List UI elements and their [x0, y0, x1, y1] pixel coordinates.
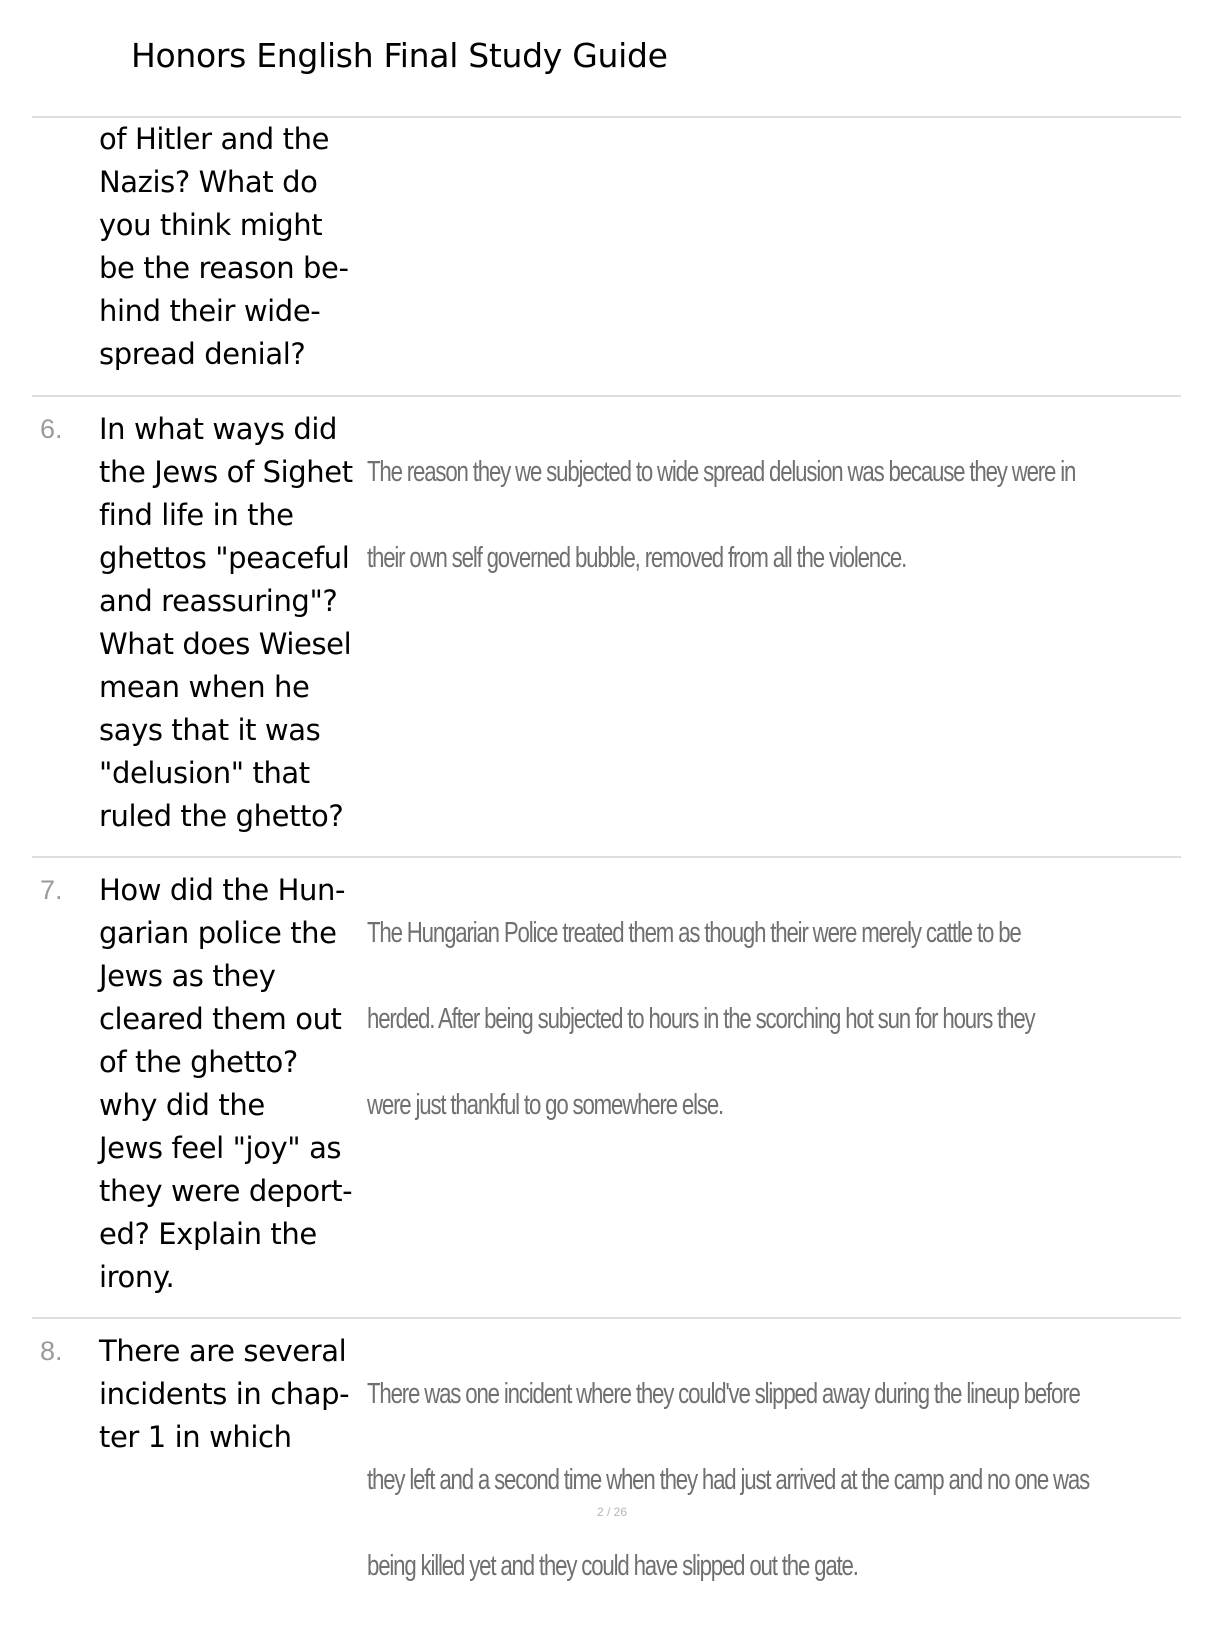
question-line: ter 1 in which	[99, 1420, 292, 1454]
question-number: 6.	[40, 414, 63, 444]
answer-line: being killed yet and they could have slipped out the gate.	[367, 1550, 858, 1582]
question-text	[99, 869, 371, 1299]
question-text	[99, 1330, 371, 1459]
page-title: Honors English Final Study Guide	[131, 36, 668, 75]
question-line: ed? Explain the	[99, 1217, 317, 1251]
question-line: mean when he	[99, 670, 310, 704]
question-line: hind their wide-	[99, 294, 321, 328]
answer-line: The Hungarian Police treated them as though their were merely cattle to be	[367, 917, 1021, 949]
question-line: of Hitler and the	[99, 122, 330, 156]
question-line: In what ways did	[99, 412, 338, 446]
question-line: irony.	[99, 1260, 175, 1294]
question-line: of the ghetto?	[99, 1045, 298, 1079]
question-number: 8.	[40, 1336, 63, 1366]
question-line: they were deport-	[99, 1174, 353, 1208]
answer-line: herded. After being subjected to hours in the scorching hot sun for hours they	[367, 1003, 1035, 1035]
question-number: 7.	[40, 875, 63, 905]
question-line: why did the	[99, 1088, 265, 1122]
answer-line: their own self governed bubble, removed from all the violence.	[367, 542, 907, 574]
question-line: How did the Hun-	[99, 873, 346, 907]
question-line: ruled the ghetto?	[99, 799, 344, 833]
answer-line: they left and a second time when they had just arrived at the camp and no one was	[367, 1464, 1090, 1496]
question-line: "delusion" that	[99, 756, 310, 790]
answer-text	[367, 869, 1170, 1170]
answer-line: The reason they we subjected to wide spread delusion was because they were in	[367, 456, 1076, 488]
answer-line: There was one incident where they could've slipped away during the lineup before	[367, 1378, 1080, 1410]
question-line: Jews feel "joy" as	[99, 1131, 342, 1165]
question-line: incidents in chap-	[99, 1377, 350, 1411]
question-line: ghettos "peaceful	[99, 541, 350, 575]
question-text	[99, 408, 371, 838]
question-line: spread denial?	[99, 337, 306, 371]
question-line: says that it was	[99, 713, 321, 747]
question-line: There are several	[99, 1334, 347, 1368]
question-line: garian police the	[99, 916, 337, 950]
question-line: and reassuring"?	[99, 584, 338, 618]
question-line: you think might	[99, 208, 323, 242]
answer-text	[367, 1330, 1170, 1631]
question-line: find life in the	[99, 498, 294, 532]
question-line: be the reason be-	[99, 251, 349, 285]
question-line: Nazis? What do	[99, 165, 318, 199]
answer-text	[367, 408, 1170, 623]
question-line: What does Wiesel	[99, 627, 352, 661]
divider	[32, 395, 1181, 397]
divider	[32, 1317, 1181, 1319]
question-line: Jews as they	[99, 959, 276, 993]
answer-line: were just thankful to go somewhere else.	[367, 1089, 724, 1121]
question-line: cleared them out	[99, 1002, 342, 1036]
question-text	[99, 118, 371, 376]
question-line: the Jews of Sighet	[99, 455, 353, 489]
divider	[32, 856, 1181, 858]
page-number: 2 / 26	[596, 1505, 628, 1519]
